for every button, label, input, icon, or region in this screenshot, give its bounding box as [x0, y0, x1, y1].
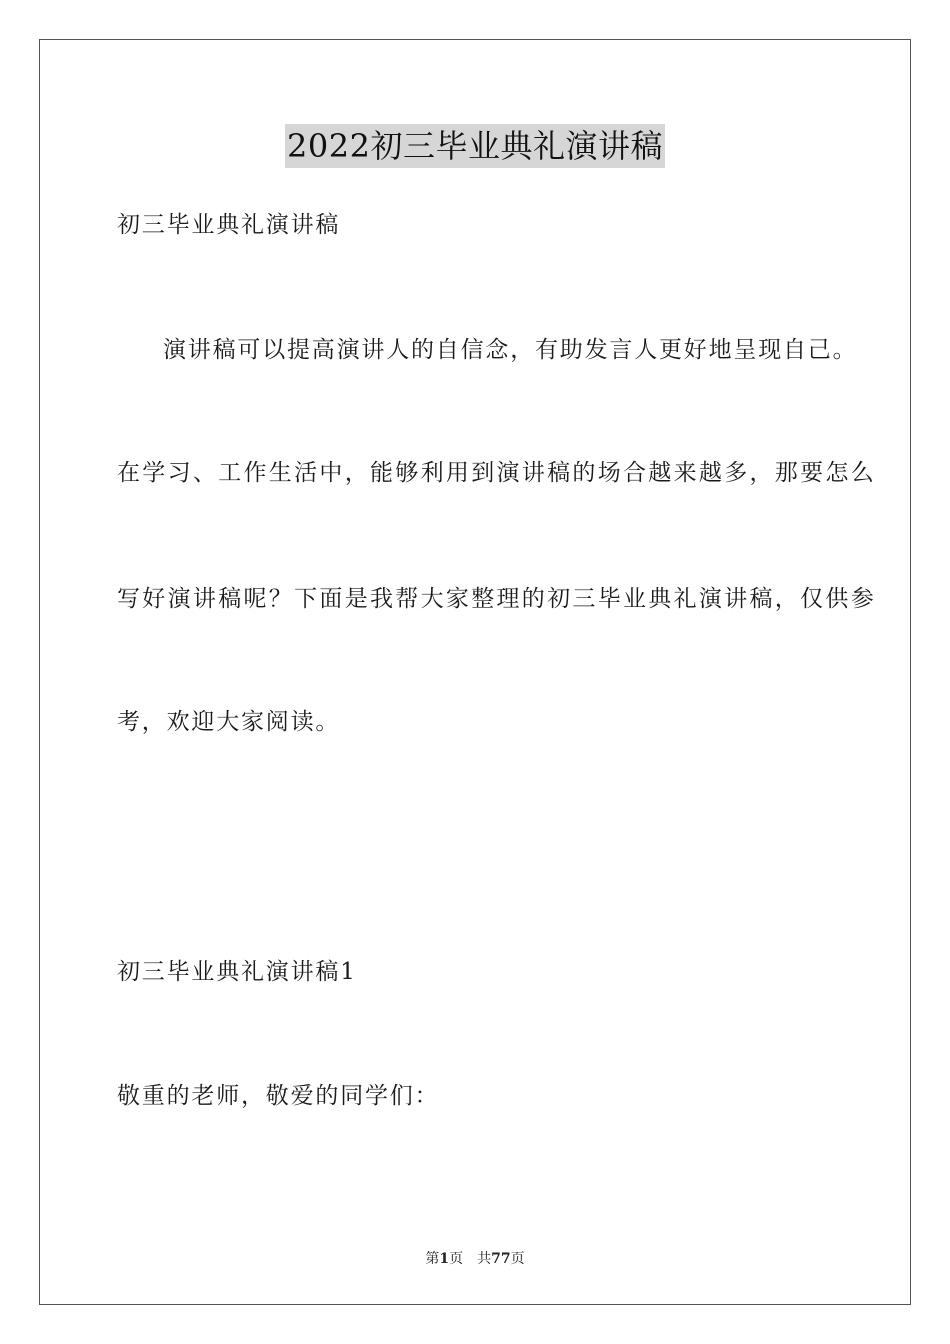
document-subtitle: 初三毕业典礼演讲稿 [117, 212, 341, 238]
footer-total-pages: 77 [491, 1251, 511, 1267]
salutation: 敬重的老师，敬爱的同学们： [117, 1083, 440, 1109]
footer-page-prefix: 第 [425, 1251, 440, 1267]
paragraph-line-3: 写好演讲稿呢？下面是我帮大家整理的初三毕业典礼演讲稿，仅供参 [117, 586, 876, 612]
document-title: 2022初三毕业典礼演讲稿 [285, 124, 665, 168]
paragraph-line-1: 演讲稿可以提高演讲人的自信念，有助发言人更好地呈现自己。 [163, 337, 858, 363]
paragraph-line-2: 在学习、工作生活中，能够利用到演讲稿的场合越来越多，那要怎么 [117, 460, 876, 486]
title-container [0, 124, 950, 168]
page-footer [0, 1248, 950, 1268]
footer-page-suffix: 页 [449, 1251, 464, 1267]
paragraph-line-4: 考，欢迎大家阅读。 [117, 709, 341, 735]
footer-page-number: 1 [439, 1251, 450, 1267]
section-heading: 初三毕业典礼演讲稿1 [117, 959, 357, 985]
footer-total-prefix: 共 [477, 1251, 492, 1267]
footer-total-suffix: 页 [510, 1251, 525, 1267]
